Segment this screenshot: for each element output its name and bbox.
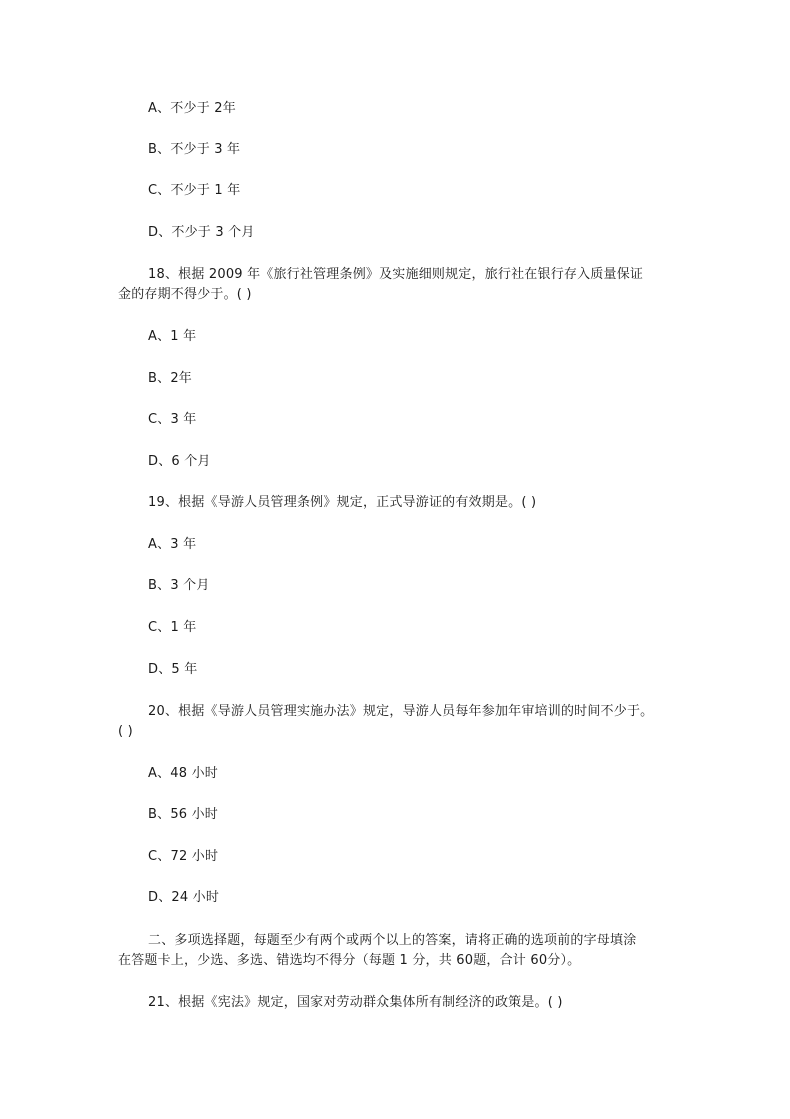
question-18-text-cont: 金的存期不得少于。( ) (118, 287, 252, 302)
option-a: A、1 年 (148, 329, 197, 344)
question-20-text: 20、根据《导游人员管理实施办法》规定，导游人员每年参加年审培训的时间不少于。 (148, 704, 654, 719)
option-d: D、不少于 3 个月 (148, 225, 255, 240)
option-b: B、2年 (148, 371, 192, 386)
option-c: C、72 小时 (148, 849, 219, 864)
option-a: A、48 小时 (148, 766, 218, 781)
option-c: C、1 年 (148, 620, 197, 635)
option-d: D、6 个月 (148, 454, 211, 469)
question-21-text: 21、根据《宪法》规定，国家对劳动群众集体所有制经济的政策是。( ) (148, 995, 563, 1010)
option-b: B、3 个月 (148, 578, 210, 593)
question-19-text: 19、根据《导游人员管理条例》规定，正式导游证的有效期是。( ) (148, 495, 537, 510)
section-heading: 二、多项选择题，每题至少有两个或两个以上的答案，请将正确的选项前的字母填涂 (148, 933, 637, 948)
option-a: A、3 年 (148, 537, 197, 552)
option-d: D、5 年 (148, 662, 198, 677)
option-b: B、56 小时 (148, 807, 218, 822)
option-b: B、不少于 3 年 (148, 142, 241, 157)
question-20-text-cont: ( ) (118, 724, 133, 739)
option-d: D、24 小时 (148, 890, 220, 905)
question-18-text: 18、根据 2009 年《旅行社管理条例》及实施细则规定，旅行社在银行存入质量保证 (148, 267, 644, 282)
option-c: C、3 年 (148, 412, 197, 427)
option-a: A、不少于 2年 (148, 101, 236, 116)
section-heading-cont: 在答题卡上，少选、多选、错选均不得分（每题 1 分，共 60题，合计 60分）。 (118, 953, 581, 968)
option-c: C、不少于 1 年 (148, 183, 241, 198)
